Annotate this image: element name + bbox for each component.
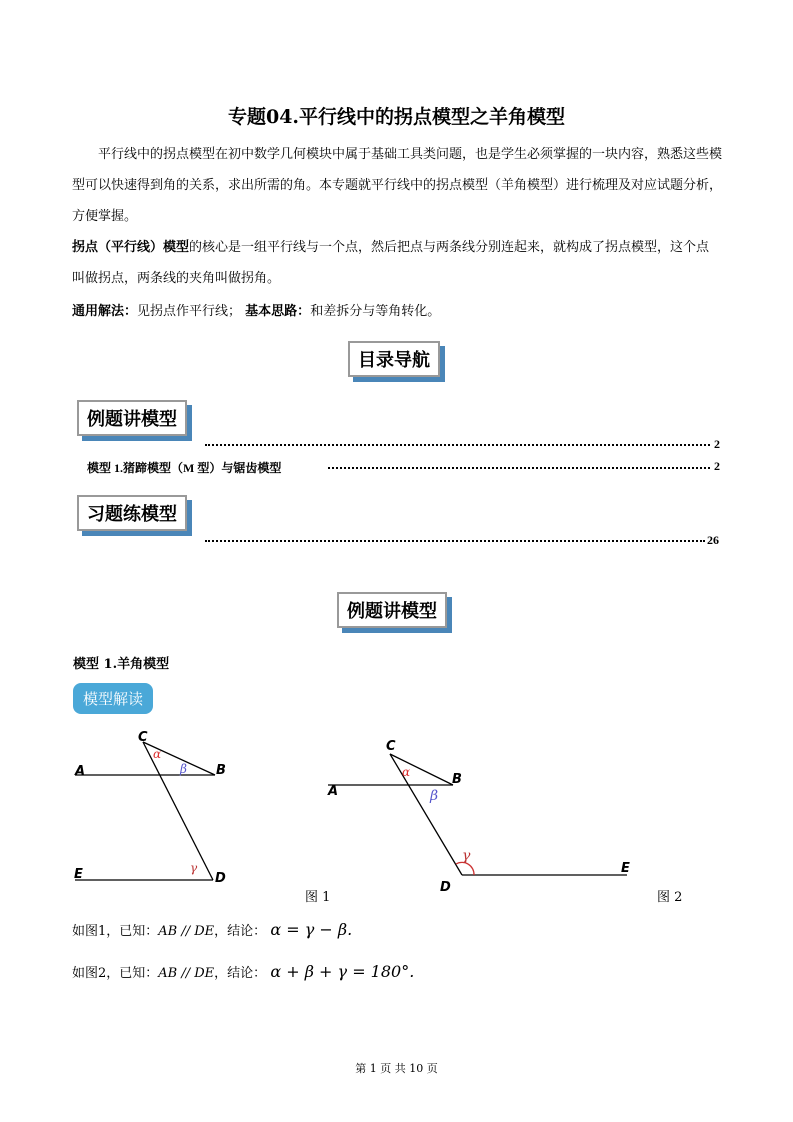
label-c: C — [138, 730, 148, 745]
label-alpha: α — [402, 765, 411, 779]
conclusion-prefix: 如图2，已知： — [72, 966, 159, 981]
toc-section-exercises[interactable]: 习题练模型 — [77, 495, 187, 531]
label-gamma: γ — [190, 861, 198, 875]
toc-page: 26 — [707, 533, 719, 547]
toc-section-examples[interactable]: 例题讲模型 — [77, 400, 187, 436]
label-b: B — [452, 772, 462, 787]
idea-text: 和差拆分与等角转化。 — [310, 304, 441, 319]
label-beta: β — [180, 762, 187, 776]
formula: α + β + γ = 180°. — [270, 962, 415, 981]
given-condition: AB // DE — [158, 966, 215, 981]
section-heading: 例题讲模型 — [337, 592, 447, 628]
label-d: D — [215, 871, 226, 886]
label-e: E — [621, 861, 630, 876]
conclusion-label: ，结论： — [214, 924, 267, 939]
method-text: 见拐点作平行线； — [137, 304, 242, 319]
page-title: 专题04.平行线中的拐点模型之羊角模型 — [227, 106, 566, 128]
idea-label: 基本思路： — [245, 304, 311, 319]
toc-page: 2 — [714, 459, 720, 473]
figure-2 — [328, 754, 627, 875]
intro-paragraph: 平行线中的拐点模型在初中数学几何模块中属于基础工具类问题，也是学生必须掌握的一块内容，熟悉这些模型可以快速得到角的关系，求出所需的角。本专题就平行线中的拐点模型（羊角模型）进行梳理及对应试题分析，方便掌握。 — [72, 147, 723, 224]
figure-1-caption: 图 1 — [305, 890, 331, 905]
definition-text: 的核心是一组平行线与一个点，然后把点与两条线分别连起来，就构成了拐点模型，这个点叫做拐点，两条线的夹角叫做拐角。 — [72, 240, 710, 286]
label-b: B — [216, 763, 226, 778]
label-d: D — [440, 880, 451, 895]
given-condition: AB // DE — [158, 924, 215, 939]
figure-1 — [75, 742, 215, 880]
model-badge: 模型解读 — [73, 683, 153, 714]
page-footer: 第 1 页 共 10 页 — [355, 1062, 438, 1075]
toc-page: 2 — [714, 437, 720, 451]
model-title: 模型 1.羊角模型 — [73, 657, 170, 672]
toc-item-model1[interactable]: 模型 1.猪蹄模型（M 型）与锯齿模型 — [87, 461, 282, 475]
conclusion-label: ，结论： — [214, 966, 267, 981]
label-gamma: γ — [462, 848, 471, 864]
label-beta: β — [430, 788, 439, 804]
conclusion-1 — [72, 920, 352, 939]
label-alpha: α — [153, 747, 162, 761]
conclusion-prefix: 如图1，已知： — [72, 924, 159, 939]
definition-term: 拐点（平行线）模型 — [72, 240, 190, 255]
label-e: E — [74, 867, 83, 882]
label-a: A — [75, 764, 86, 779]
label-c: C — [386, 739, 396, 754]
label-a: A — [328, 784, 339, 799]
formula: α = γ − β. — [270, 920, 353, 939]
conclusion-2 — [72, 962, 414, 981]
toc-heading: 目录导航 — [348, 341, 440, 377]
method-label: 通用解法： — [72, 304, 138, 319]
figure-2-caption: 图 2 — [657, 890, 683, 905]
